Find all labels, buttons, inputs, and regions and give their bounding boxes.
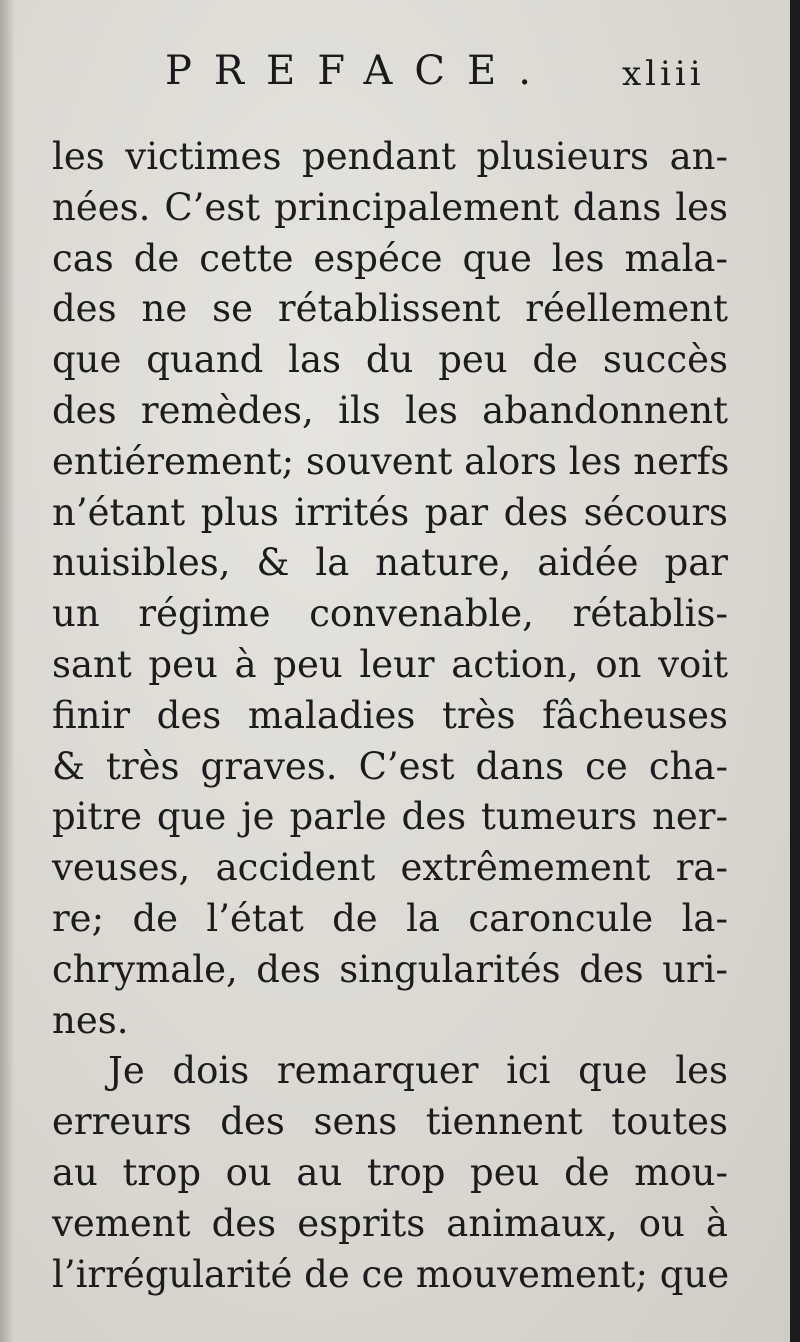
text-line-paragraph-end: nes. bbox=[52, 998, 129, 1042]
running-title: PREFACE. bbox=[165, 48, 553, 94]
text-line: vement des esprits animaux, ou à bbox=[52, 1201, 728, 1245]
text-line: chrymale, des singularités des uri- bbox=[52, 947, 728, 991]
text-line: sant peu à peu leur action, on voit bbox=[52, 642, 728, 686]
text-line: un régime convenable, rétablis- bbox=[52, 592, 728, 636]
text-line: re; de l’état de la caroncule la- bbox=[52, 896, 728, 940]
text-line: les victimes pendant plusieurs an- bbox=[52, 135, 728, 178]
text-line: n’étant plus irrités par des sécours bbox=[52, 490, 728, 534]
text-line: cas de cette espéce que les mala- bbox=[52, 236, 728, 280]
text-line: pitre que je parle des tumeurs ner- bbox=[52, 795, 728, 839]
text-line: au trop ou au trop peu de mou- bbox=[52, 1150, 728, 1194]
scan-border bbox=[790, 0, 800, 1342]
text-line-paragraph-start: Je dois remarquer ici que les bbox=[108, 1049, 728, 1093]
page-gutter-shadow bbox=[0, 0, 14, 1342]
text-line: l’irrégularité de ce mouvement; que bbox=[52, 1252, 730, 1296]
text-line: finir des maladies très fâcheuses bbox=[52, 693, 728, 737]
text-line: & très graves. C’est dans ce cha- bbox=[52, 744, 728, 788]
text-line: nuisibles, & la nature, aidée par bbox=[52, 541, 728, 585]
text-line: que quand las du peu de succès bbox=[52, 338, 728, 382]
text-line: veuses, accident extrêmement ra- bbox=[52, 846, 728, 890]
body-text bbox=[52, 132, 728, 1300]
text-line: entiérement; souvent alors les nerfs bbox=[52, 439, 730, 483]
text-line: des ne se rétablissent réellement bbox=[52, 287, 728, 331]
text-line: nées. C’est principalement dans les bbox=[52, 185, 728, 229]
text-line: des remèdes, ils les abandonnent bbox=[52, 388, 728, 432]
page-header bbox=[0, 48, 790, 108]
page-number: xliii bbox=[622, 54, 705, 94]
text-line: erreurs des sens tiennent toutes bbox=[52, 1100, 728, 1144]
